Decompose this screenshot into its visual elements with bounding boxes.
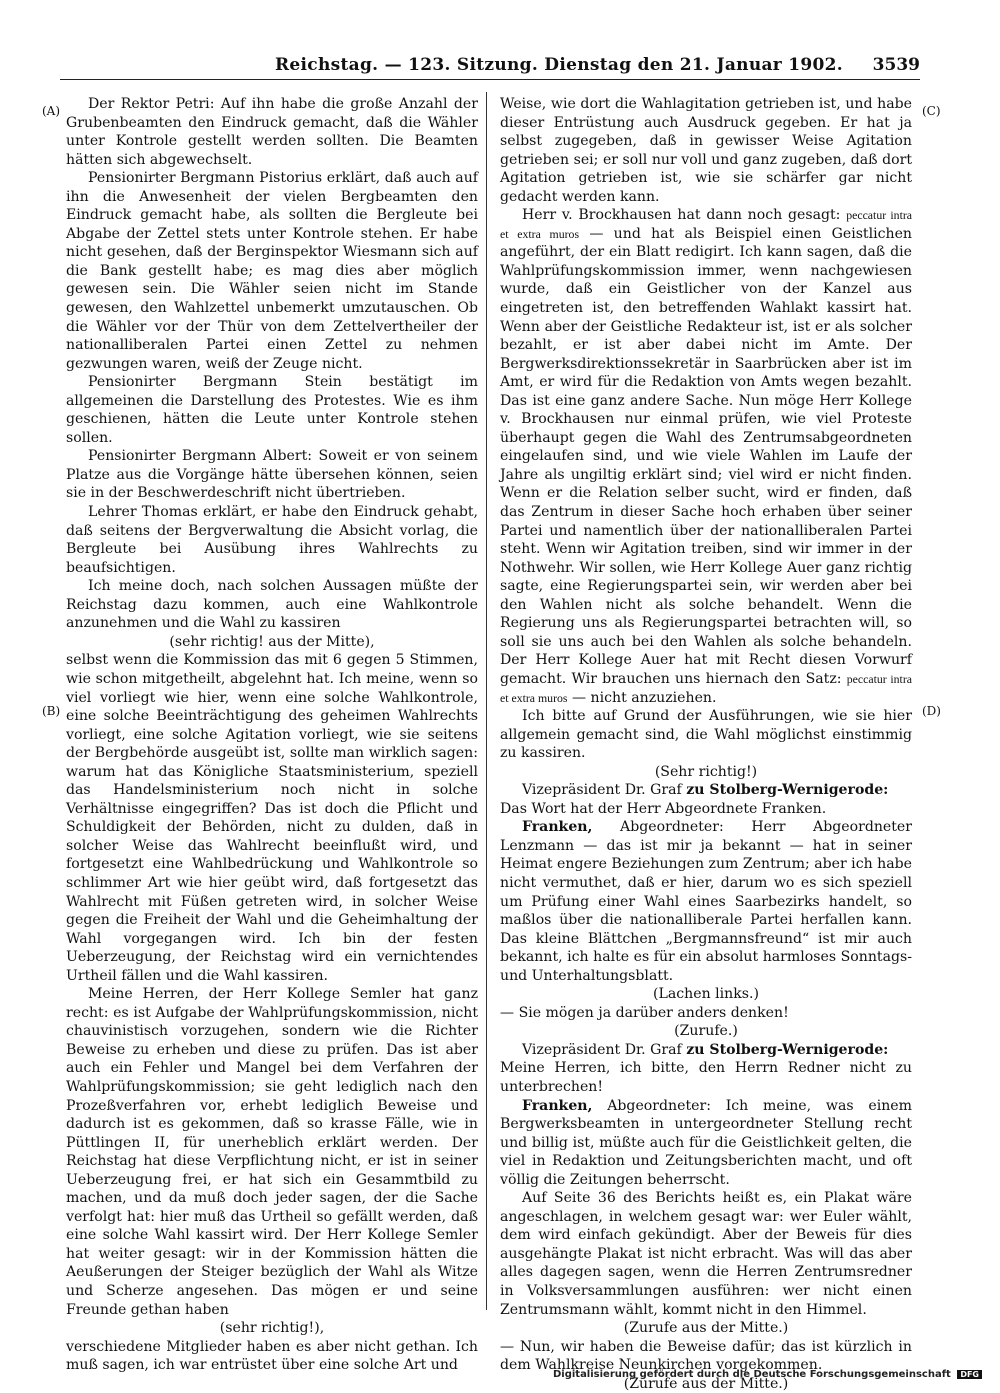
paragraph: Meine Herren, der Herr Kollege Semler hat ganz recht: es ist Aufgabe der Wahlprüfungskommission, nicht chauvinistisch vorzugehen, sondern wie die Richter Beweise zu erheben und diese zu prüfen. Das ist aber auch ein Fehler und Mangel bei dem Verfahren der Wahlprüfungskommission; sie geht lediglich nach den Prozeßverfahren vor, erhebt lediglich Beweise und dadurch ist es gekommen, daß so krasse Fälle, wie in Püttlingen II, für unerheblich erklärt werden. Der Reichstag hat diese Verpflichtung nicht, er ist in seiner Ueberzeugung frei, er hat sich ein Gesammtbild zu machen, und da muß doch jeder sagen, der die Sache verfolgt hat: hier muß das Urtheil so gefällt werden, daß eine solche Wahl kassirt wird. Der Herr Kollege Semler hat weiter gesagt: wir in der Kommission hätten die Aeußerungen der Steiger bezüglich der Wahl als Witze und Scherze angesehen. Das mögen er und seine Freunde gethan haben	[66, 986, 478, 1318]
interjection: (Sehr richtig!)	[654, 763, 758, 780]
latin-phrase: peccatur intra et extra muros	[500, 671, 913, 705]
interjection: (Zurufe.)	[674, 1023, 738, 1040]
interjection: (Lachen links.)	[653, 986, 759, 1003]
speaker-name: Franken,	[522, 1097, 593, 1114]
paragraph: Weise, wie dort die Wahlagitation getrieben ist, und habe dieser Entrüstung auch Ausdruck gegeben. Er hat ja selbst zugegeben, daß in gewisser Weise Agitation getrieben sei; er soll nur voll und ganz zugeben, daß dort Agitation getrieben ist, wie sie schärfer gar nicht gedacht werden kann.	[500, 96, 912, 205]
paragraph: — Sie mögen ja darüber anders denken!	[500, 1004, 789, 1021]
latin-phrase: peccatur intra et extra muros	[500, 208, 913, 241]
speaker-title: Vizepräsident Dr. Graf	[522, 782, 682, 799]
speaker-line	[500, 781, 912, 800]
text-run: Herr v. Brockhausen hat dann noch gesagt:	[522, 207, 841, 224]
interjection: (sehr richtig!),	[219, 1320, 325, 1337]
speaker-name: zu Stolberg-Wernigerode:	[686, 1041, 889, 1058]
margin-mark-c: (C)	[922, 104, 941, 118]
paragraph	[500, 206, 912, 707]
speaker-line	[500, 1041, 912, 1060]
speaker-name: Franken,	[522, 819, 593, 836]
paragraph: Ich meine doch, nach solchen Aussagen müßte der Reichstag dazu kommen, auch eine Wahlkontrole anzunehmen und die Wahl zu kassiren	[66, 578, 478, 632]
paragraph: verschiedene Mitglieder haben es aber nicht gethan. Ich muß sagen, ich war entrüstet über eine solche Art und	[66, 1338, 478, 1374]
footer-credit	[553, 1369, 982, 1380]
paragraph: Auf Seite 36 des Berichts heißt es, ein Plakat wäre angeschlagen, in welchem gesagt war: wer Euler wählt, dem wird einfach gekündigt. Aber der Beweis für dies ausgehängte Plakat ist nicht erbracht. Was will das aber alles dagegen sagen, wenn die Herren Zentrumsredner in Volksversammlungen ausführen: wer nicht einen Zentrumsmann wählt, kommt nicht in den Himmel.	[500, 1190, 912, 1318]
text-run: — nicht anzuziehen.	[571, 689, 717, 706]
dfg-logo: DFG	[957, 1370, 982, 1379]
text-run: — und hat als Beispiel einen Geistlichen angeführt, der ein Blatt redigirt. Ich kann sagen, daß die Wahlprüfungskommission immer, wenn nachgewiesen wurde, daß ein Geistlicher von der Kanzel aus eingetreten ist, den betreffenden Wahlakt kassirt hat. Wenn aber der Geistliche Redakteur ist, ist er als solcher bezahlt, er ist aber dabei nicht im Amte. Der Bergwerksdirektionssekretär in Saarbrücken aber ist im Amt, er wird für die Redaktion von Amts wegen bezahlt. Das ist eine ganz andere Sache. Nun möge Herr Kollege v. Brockhausen nur einmal prüfen, wie viel Proteste überhaupt gegen die Wahl des Zentrumsabgeordneten eingelaufen sind, und wie viele Wahlen im Laufe der Jahre als ungiltig erklärt sind; viel wird er nicht finden. Wenn er die Relation selber sucht, wird er finden, daß das Zentrum in dieser Sache hoch erhaben über seiner Partei und namentlich über der nationalliberalen Partei steht. Wenn wir Agitation treiben, sind wir immer in der Nothwehr. Wir sollen, wie Herr Kollege Auer ganz richtig sagte, eine Regierungspartei sein, wir werden aber bei den Wahlen nicht als solche behandelt. Wenn die Regierung uns als Regierungspartei betrachten will, so soll sie uns auch bei den Wahlen als solche behandeln. Der Herr Kollege Auer hat mit Recht diesen Vorwurf gemacht. Wir brauchen uns hiernach den Satz:	[500, 225, 912, 687]
paragraph: selbst wenn die Kommission das mit 6 gegen 5 Stimmen, wie schon mitgetheilt, abgelehnt hat. Ich meine, wenn so viel vorliegt wie hier, wenn eine solche Wahlkontrole, eine solche Beeinträchtigung des geheimen Wahlrechts vorliegt, eine solche Agitation vorliegt, wie sie seitens der Bergbehörde ausgeübt ist, sollte man wirklich sagen: warum hat das Königliche Staatsministerium, speziell das Handelsministerium noch nicht in solche Verhältnisse eingegriffen? Das ist doch die Pflicht und Schuldigkeit der Behörden, nicht zu dulden, daß in solcher Weise das Wahlrecht beeinflußt wird, und fortgesetzt eine Wahlbedrückung und Wahlkontrole so schlimmer Art wie hier geübt wird, daß fortgesetzt das Wahlrecht mit Füßen getreten wird, in solcher Weise gegen die Freiheit der Wahl und die Geheimhaltung der Wahl vorgegangen wird. Ich bin der festen Ueberzeugung, der Reichstag wird ein vernichtendes Urtheil fällen und die Wahl kassiren.	[66, 652, 478, 984]
speaker-name: zu Stolberg-Wernigerode:	[686, 782, 889, 799]
speech-text: Abgeordneter: Herr Abgeordneter Lenzmann — das ist mir ja bekannt — hat in seiner Heimat engere Beziehungen zum Zentrum; aber ich habe nicht vermuthet, daß er hier, darum wo es sich speziell um Prüfung einer Wahl eines Saarbezirks handelt, so maßlos über die nationalliberale Partei herfallen kann. Das kleine Blättchen „Bergmannsfreund“ ist mir auch bekannt, ich halte es für ein absolut harmloses Sonntags- und Unterhaltungsblatt.	[500, 819, 913, 984]
paragraph: Pensionirter Bergmann Pistorius erklärt, daß auch auf ihn die Anwesenheit der vielen Bergbeamten den Eindruck gemacht habe, als sollten die Bergleute bei Abgabe der Zettel stets unter Kontrole stehen. Er habe nicht gesehen, daß der Berginspektor Wiesmann sich auf die Bank gestellt habe; es mag dies aber möglich gewesen sein. Die Wähler seien nicht im Stande gewesen, den Wahlzettel unbemerkt umzutauschen. Ob die Wähler vor der Thür von dem Zettelvertheiler der nationalliberalen Partei einen Zettel zu nehmen gezwungen waren, weiß der Zeuge nicht.	[66, 170, 478, 372]
page-title: Reichstag. — 123. Sitzung. Dienstag den 21. Januar 1902.	[275, 55, 843, 75]
paragraph: Meine Herren, ich bitte, den Herrn Redner nicht zu unterbrechen!	[500, 1060, 912, 1095]
paragraph: Pensionirter Bergmann Stein bestätigt im allgemeinen die Darstellung des Protestes. Wie es ihm geschienen, hätten die Leute unter Kontrole stehen sollen.	[66, 374, 478, 446]
page-number: 3539	[872, 55, 920, 75]
left-column	[66, 95, 478, 1375]
paragraph: Ich bitte auf Grund der Ausführungen, wie sie hier allgemein gemacht sind, die Wahl möglichst einstimmig zu kassiren.	[500, 708, 912, 762]
paragraph: Das Wort hat der Herr Abgeordnete Franken.	[500, 800, 827, 817]
interjection: (Zurufe aus der Mitte.)	[623, 1320, 789, 1337]
speech-text: Abgeordneter: Ich meine, was einem Bergwerksbeamten in untergeordneter Stellung recht und billig ist, müßte auch für die Geistlichkeit gelten, die viel in Redaktion und Zeitungsberichten macht, und oft völlig die Zeitungen beherrscht.	[500, 1097, 912, 1188]
paragraph: Lehrer Thomas erklärt, er habe den Eindruck gehabt, daß seitens der Bergverwaltung die Absicht vorlag, die Bergleute bei Ausübung ihres Wahlrechts zu beaufsichtigen.	[66, 504, 478, 576]
margin-mark-d: (D)	[922, 704, 941, 718]
margin-mark-a: (A)	[42, 104, 61, 118]
column-divider	[486, 92, 487, 1310]
interjection: (Zurufe aus der Mitte.)	[623, 1375, 789, 1392]
speaker-title: Vizepräsident Dr. Graf	[522, 1041, 682, 1058]
interjection: (sehr richtig! aus der Mitte),	[169, 633, 375, 650]
paragraph: — Nun, wir haben die Beweise dafür; das ist kürzlich in dem Wahlkreise Neunkirchen vorgekommen.	[500, 1338, 912, 1374]
footer-text: Digitalisierung gefördert durch die Deutsche Forschungsgemeinschaft	[552, 1369, 951, 1380]
page-header	[60, 55, 920, 81]
header-rule	[60, 79, 920, 80]
paragraph: Der Rektor Petri: Auf ihn habe die große Anzahl der Grubenbeamten den Eindruck gemacht, daß die Wähler unter Kontrole gestellt werden sollten. Die Beamten hätten sich abgewechselt.	[66, 96, 478, 168]
right-column	[500, 95, 912, 1393]
paragraph: Pensionirter Bergmann Albert: Soweit er von seinem Platze aus die Vorgänge hätte übersehen können, seien sie in der Beschwerdeschrift nicht übertrieben.	[66, 448, 478, 502]
margin-mark-b: (B)	[42, 704, 61, 718]
speech	[500, 1097, 912, 1190]
speech	[500, 818, 912, 985]
